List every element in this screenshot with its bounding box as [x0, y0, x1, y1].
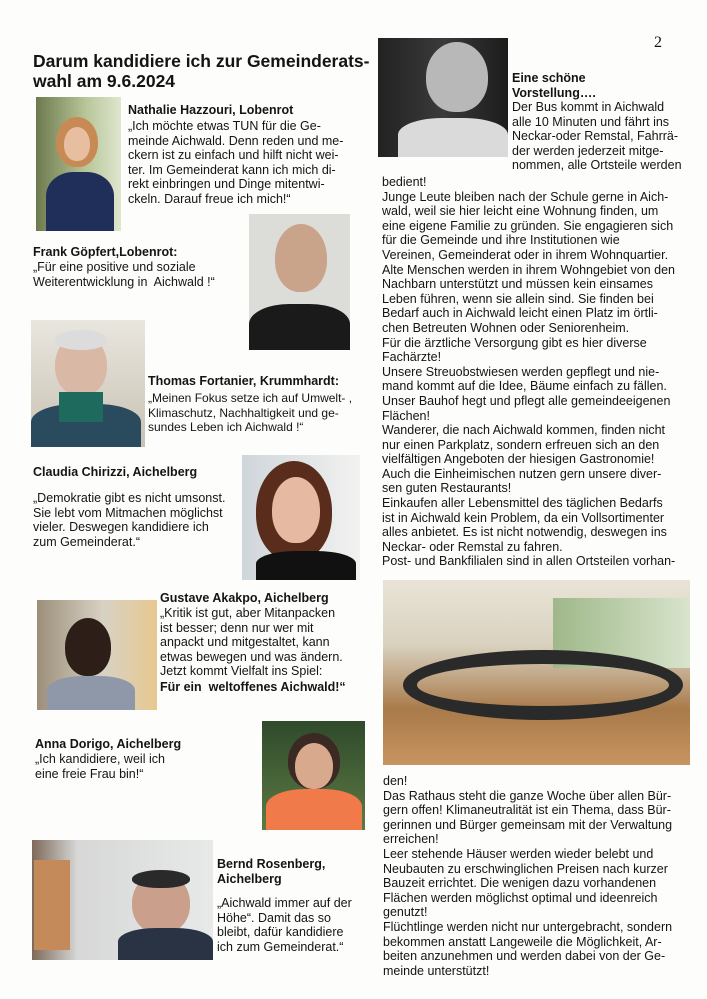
candidate-name: Thomas Fortanier, Krummhardt: [148, 374, 339, 388]
photo-anna-dorigo [262, 721, 365, 830]
candidate-name: Bernd Rosenberg, Aichelberg [217, 857, 326, 886]
photo-bernd-rosenberg [32, 840, 213, 960]
candidate-quote: „Für eine positive und soziale Weiterentwicklung in Aichwald !“ [33, 260, 215, 289]
candidate-name: Anna Dorigo, Aichelberg [35, 737, 182, 751]
photo-thomas-fortanier [31, 320, 145, 447]
candidate-quote: „Aichwald immer auf der Höhe“. Damit das so bleibt, dafür kandidiere ich zum Gemeinderat.“ [217, 896, 352, 954]
page-number: 2 [654, 34, 662, 51]
article-intro: Der Bus kommt in Aichwald alle 10 Minuten und fährt ins Neckar-oder Remstal, Fahrrä- der werden jederzeit mitge- nommen, alle Ortsteile werden [512, 100, 682, 173]
photo-gustave-akakpo [37, 600, 157, 710]
candidate-quote: „Kritik ist gut, aber Mitanpacken ist besser; denn nur wer mit anpackt und mitgestaltet, kann etwas bewegen und was ändern. Jetzt kommt Vielfalt ins Spiel: [160, 606, 343, 679]
photo-claudia-chirizzi [242, 455, 360, 580]
photo-article-author [378, 38, 508, 157]
candidate-quote-emphasis: Für ein weltoffenes Aichwald!“ [160, 680, 346, 694]
article-body-1: bedient! Junge Leute bleiben nach der Schule gerne in Aich- wald, weil sie hier leicht eine Wohnung finden, um eine eigene Familie zu gründen. Sie engagieren sich für die Gemeinde und ihre Institutionen wie Vereinen, Gemeinderat oder in ihrem Wohnquartier. Alte Menschen werden in ihrem Wohngebiet von den Nachbarn unterstützt und müssen kein einsames Leben führen, wenn sie allein sind. Sie finden bei Bedarf auch in Aichwald leicht einen Platz im örtli- chen Betreuten Wohnen oder Seniorenheim. Für die ärztliche Versorgung gibt es hier diverse Fachärzte! Unsere Streuobstwiesen werden gepflegt und nie- mand kommt auf die Idee, Bäume einfach zu fällen. Unser Bauhof hegt und pflegt alle gemeindeeigenen Flächen! Wanderer, die nach Aichwald kommen, finden nicht nur einen Parkplatz, sondern erfreuen sich an den vielfältigen Angeboten der hiesigen Gastronomie! Auch die Einheimischen nutzen gern unsere diver- sen guten Restaurants! Einkaufen aller Lebensmittel des täglichen Bedarfs ist in Aichwald kein Problem, da ein Vollsortimenter alles anbietet. Es ist nicht notwendig, deswegen ins Neckar- oder Remstal zu fahren. Post- und Bankfilialen sind in allen Ortsteilen vorhan- [382, 175, 676, 569]
candidate-name: Claudia Chirizzi, Aichelberg [33, 465, 198, 479]
candidate-name: Frank Göpfert,Lobenrot: [33, 245, 178, 259]
photo-nathalie-hazzouri [36, 97, 121, 231]
candidate-quote: „Meinen Fokus setze ich auf Umwelt- , Klimaschutz, Nachhaltigkeit und ge- sundes Leben ich Aichwald !“ [148, 391, 353, 435]
article-heading: Eine schöne Vorstellung…. [512, 71, 596, 100]
photo-council-chamber [383, 580, 690, 765]
candidate-name: Gustave Akakpo, Aichelberg [160, 591, 329, 605]
candidate-name: Nathalie Hazzouri, Lobenrot [128, 103, 294, 117]
article-body-2: den! Das Rathaus steht die ganze Woche über allen Bür- gern offen! Klimaneutralität ist ein Thema, dass Bür- gerinnen und Bürger gemeinsam mit der Verwaltung erreichen! Leer stehende Häuser werden wieder belebt und Neubauten zu erschwinglichen Preisen nach kurzer Bauzeit errichtet. Die wenigen dazu vorhandenen Flächen werden möglichst optimal und ideenreich genutzt! Flüchtlinge werden nicht nur untergebracht, sondern bekommen anstatt Langeweile die Möglichkeit, Ar- beiten anzunehmen und werden dabei von der Ge- meinde unterstützt! [383, 774, 673, 978]
candidate-quote: „Ich kandidiere, weil ich eine freie Frau bin!“ [35, 752, 165, 781]
candidate-quote: „Demokratie gibt es nicht umsonst. Sie lebt vom Mitmachen möglichst vieler. Deswegen kandidiere ich zum Gemeinderat.“ [33, 491, 226, 549]
candidate-quote: „Ich möchte etwas TUN für die Ge- meinde Aichwald. Denn reden und me- ckern ist zu einfach und hilft nicht wei- ter. Im Gemeinderat kann ich mich di- rekt einbringen und Dinge mitentwi- ckeln. Darauf freue ich mich!“ [128, 119, 344, 206]
photo-frank-goepfert [249, 214, 350, 350]
page-title: Darum kandidiere ich zur Gemeinderats- wahl am 9.6.2024 [33, 51, 370, 91]
